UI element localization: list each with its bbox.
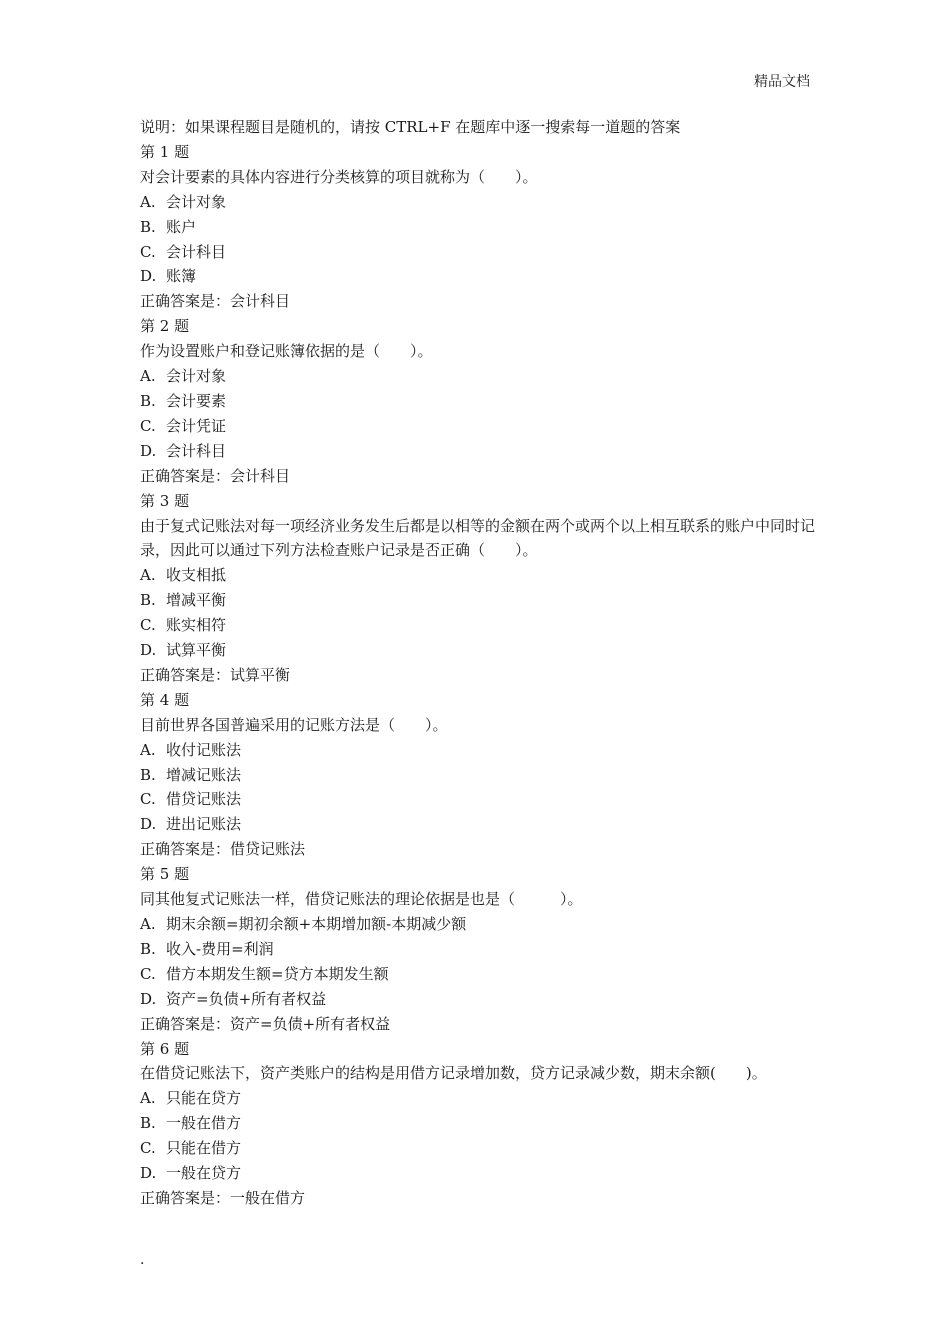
- answer-option: [140, 638, 820, 663]
- option-text: 账簿: [166, 267, 197, 286]
- option-letter: D.: [140, 641, 157, 660]
- question-title: 第 4 题: [140, 690, 190, 709]
- answer-option: [140, 389, 820, 414]
- answer-option: [140, 264, 820, 289]
- option-letter: A.: [140, 192, 156, 211]
- option-letter: B.: [140, 765, 156, 784]
- question-list: [140, 140, 820, 1211]
- question-title: 第 5 题: [140, 865, 190, 884]
- document-header-label: 精品文档: [754, 74, 810, 90]
- option-text: 增减记账法: [166, 765, 242, 784]
- option-text: 一般在借方: [166, 1114, 242, 1133]
- answer-option: [140, 1161, 820, 1186]
- option-text: 会计对象: [166, 192, 227, 211]
- option-text: 收付记账法: [166, 740, 242, 759]
- option-letter: B.: [140, 391, 156, 410]
- footer-mark: .: [140, 1252, 145, 1268]
- answer-option: [140, 763, 820, 788]
- correct-answer: 正确答案是：会计科目: [140, 292, 291, 311]
- option-text: 账实相符: [166, 616, 227, 635]
- option-letter: C.: [140, 964, 156, 983]
- answer-option: [140, 937, 820, 962]
- option-letter: D.: [140, 441, 157, 460]
- correct-answer: 正确答案是：资产=负债+所有者权益: [140, 1014, 391, 1033]
- option-text: 只能在贷方: [166, 1089, 242, 1108]
- question-title: 第 1 题: [140, 142, 190, 161]
- answer-option: [140, 738, 820, 763]
- correct-answer: 正确答案是：会计科目: [140, 466, 291, 485]
- answer-option: [140, 563, 820, 588]
- answer-option: [140, 613, 820, 638]
- option-letter: B.: [140, 217, 156, 236]
- option-text: 借贷记账法: [166, 790, 242, 809]
- question-title: 第 3 题: [140, 491, 190, 510]
- option-letter: B.: [140, 939, 156, 958]
- question-block: [140, 489, 820, 688]
- option-letter: A.: [140, 367, 156, 386]
- answer-option: [140, 1136, 820, 1161]
- option-text: 会计凭证: [166, 416, 227, 435]
- question-stem: 由于复式记账法对每一项经济业务发生后都是以相等的金额在两个或两个以上相互联系的账户中同时记录，因此可以通过下列方法检查账户记录是否正确（ ）。: [140, 516, 816, 560]
- answer-option: [140, 987, 820, 1012]
- answer-option: [140, 439, 820, 464]
- option-text: 借方本期发生额=贷方本期发生额: [166, 964, 389, 983]
- option-text: 资产=负债+所有者权益: [166, 989, 327, 1008]
- question-block: [140, 1037, 820, 1211]
- question-block: [140, 314, 820, 488]
- question-stem: 作为设置账户和登记账簿依据的是（ ）。: [140, 342, 433, 361]
- option-letter: C.: [140, 1139, 156, 1158]
- document-body: [140, 115, 820, 1211]
- option-letter: B.: [140, 1114, 156, 1133]
- answer-option: [140, 1111, 820, 1136]
- answer-option: [140, 588, 820, 613]
- option-letter: D.: [140, 989, 157, 1008]
- option-text: 期末余额=期初余额+本期增加额-本期减少额: [166, 915, 467, 933]
- answer-option: [140, 787, 820, 812]
- answer-option: [140, 912, 820, 937]
- option-text: 试算平衡: [166, 641, 227, 660]
- option-letter: C.: [140, 790, 156, 809]
- answer-option: [140, 240, 820, 265]
- answer-option: [140, 190, 820, 215]
- option-letter: A.: [140, 915, 156, 933]
- question-title: 第 2 题: [140, 317, 190, 336]
- question-stem: 目前世界各国普遍采用的记账方法是（ ）。: [140, 715, 448, 734]
- option-text: 会计要素: [166, 391, 227, 410]
- option-text: 会计科目: [166, 242, 227, 261]
- question-stem: 同其他复式记账法一样，借贷记账法的理论依据是也是（ ）。: [140, 890, 583, 909]
- answer-option: [140, 414, 820, 439]
- question-stem: 对会计要素的具体内容进行分类核算的项目就称为（ ）。: [140, 167, 538, 186]
- option-letter: B.: [140, 591, 156, 610]
- option-letter: D.: [140, 1164, 157, 1183]
- question-block: [140, 140, 820, 314]
- option-letter: D.: [140, 267, 157, 286]
- correct-answer: 正确答案是：一般在借方: [140, 1188, 306, 1207]
- answer-option: [140, 215, 820, 240]
- correct-answer: 正确答案是：借贷记账法: [140, 840, 306, 859]
- option-text: 进出记账法: [166, 815, 242, 834]
- option-letter: C.: [140, 242, 156, 261]
- option-text: 只能在借方: [166, 1139, 242, 1158]
- option-letter: A.: [140, 740, 156, 759]
- answer-option: [140, 962, 820, 987]
- option-text: 收入-费用=利润: [166, 939, 274, 958]
- option-letter: A.: [140, 566, 156, 585]
- answer-option: [140, 364, 820, 389]
- question-block: [140, 688, 820, 862]
- intro-note: 说明：如果课程题目是随机的，请按 CTRL+F 在题库中逐一搜索每一道题的答案: [140, 118, 681, 136]
- answer-option: [140, 812, 820, 837]
- option-letter: D.: [140, 815, 157, 834]
- option-text: 增减平衡: [166, 591, 227, 610]
- option-letter: C.: [140, 416, 156, 435]
- correct-answer: 正确答案是：试算平衡: [140, 665, 291, 684]
- option-text: 收支相抵: [166, 566, 227, 585]
- option-text: 账户: [166, 217, 197, 236]
- option-text: 一般在贷方: [166, 1164, 242, 1183]
- question-block: [140, 862, 820, 1036]
- question-title: 第 6 题: [140, 1039, 190, 1058]
- option-letter: C.: [140, 616, 156, 635]
- option-letter: A.: [140, 1089, 156, 1108]
- answer-option: [140, 1086, 820, 1111]
- option-text: 会计对象: [166, 367, 227, 386]
- question-stem: 在借贷记账法下，资产类账户的结构是用借方记录增加数，贷方记录减少数，期末余额( )。: [140, 1064, 767, 1083]
- option-text: 会计科目: [166, 441, 227, 460]
